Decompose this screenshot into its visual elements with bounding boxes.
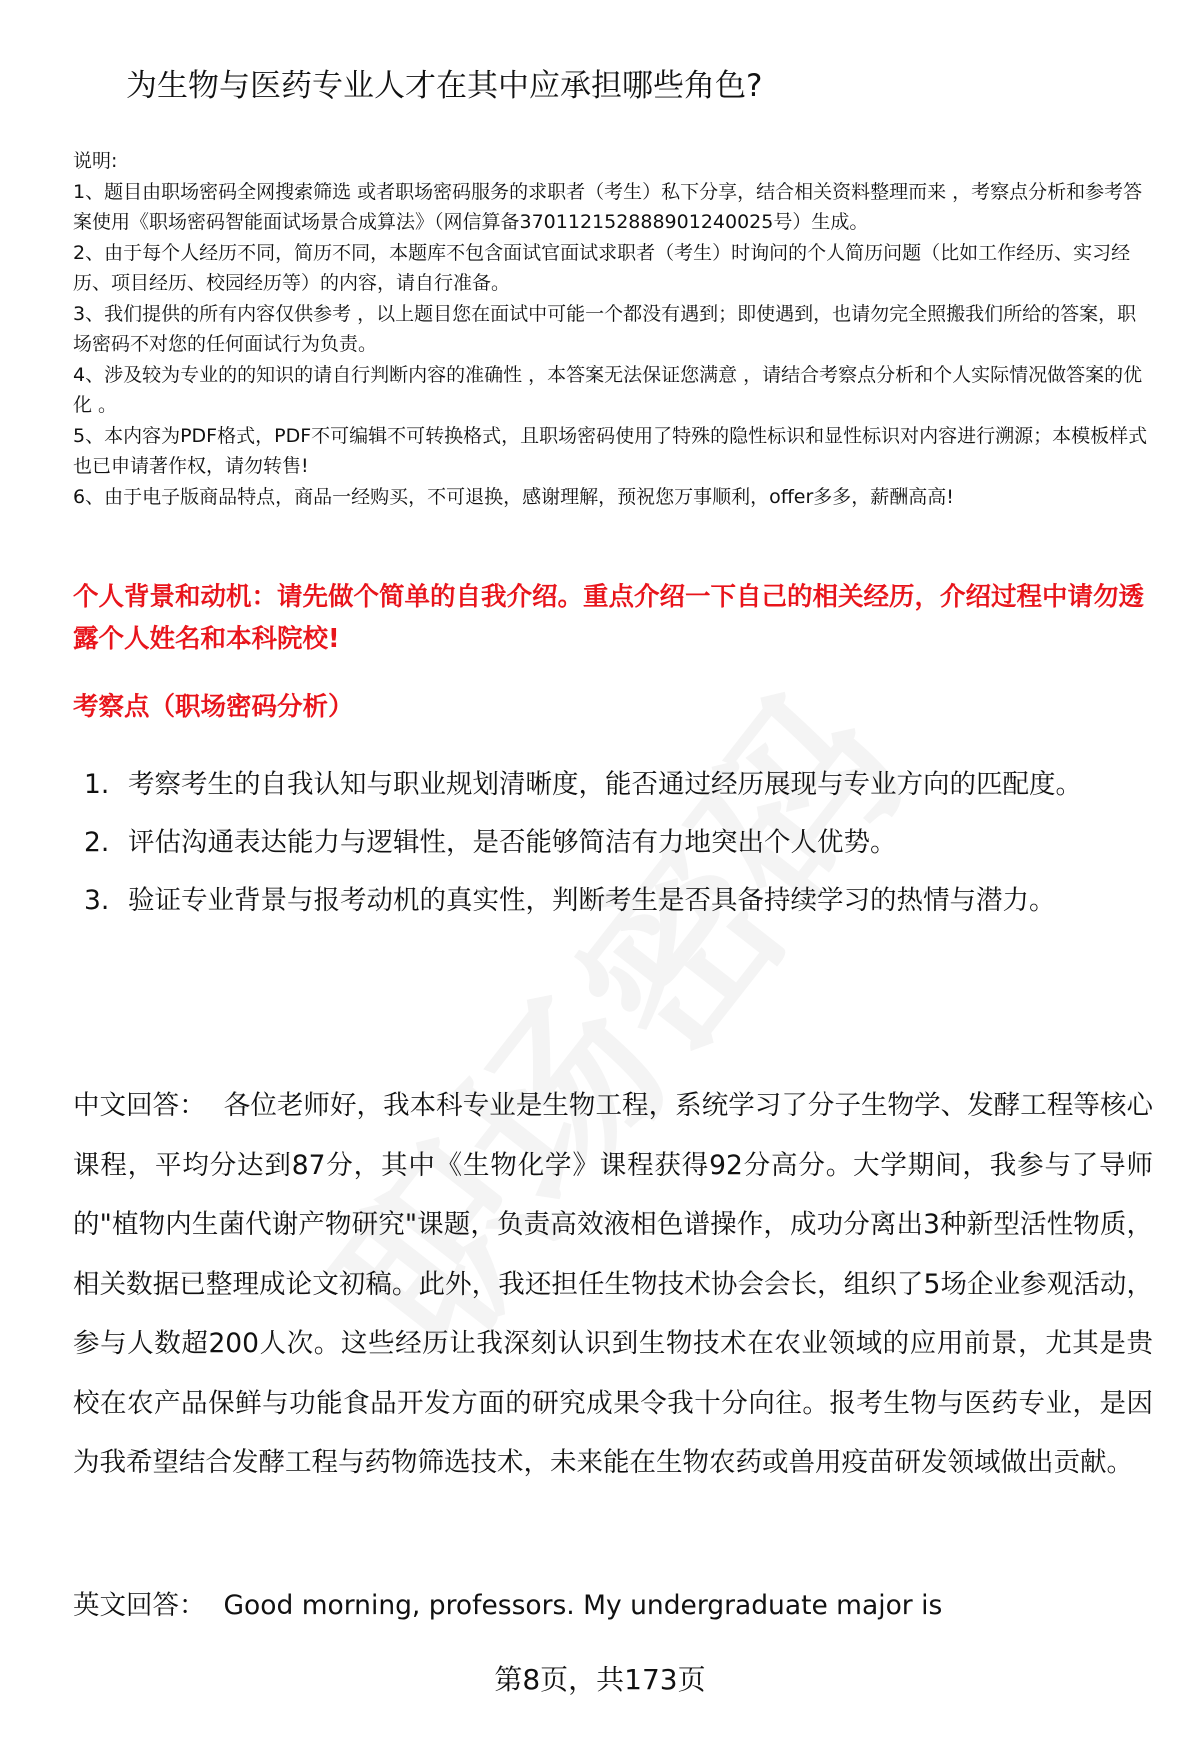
note-item: 2、由于每个人经历不同，简历不同，本题库不包含面试官面试求职者（考生）时询问的个人简历问题（比如工作经历、实习经历、项目经历、校园经历等）的内容，请自行准备。 xyxy=(73,241,1131,294)
english-answer xyxy=(73,1576,942,1635)
list-text: 评估沟通表达能力与逻辑性，是否能够简洁有力地突出个人优势。 xyxy=(128,827,897,858)
chinese-answer xyxy=(73,1076,1153,1493)
list-number: 2. xyxy=(84,827,110,858)
note-item: 5、本内容为PDF格式，PDF不可编辑不可转换格式，且职场密码使用了特殊的隐性标识和显性标识对内容进行溯源；本模板样式也已申请著作权，请勿转售! xyxy=(73,424,1148,477)
note-item: 6、由于电子版商品特点，商品一经购买，不可退换，感谢理解，预祝您万事顺利，offer多多，薪酬高高! xyxy=(73,485,954,508)
list-number: 3. xyxy=(84,885,110,916)
english-answer-text: Good morning, professors. My undergraduate major is xyxy=(223,1590,943,1621)
notes-heading: 说明: xyxy=(73,150,118,172)
note-item: 3、我们提供的所有内容仅供参考 ，以上题目您在面试中可能一个都没有遇到；即使遇到，也请勿完全照搬我们所给的答案，职场密码不对您的任何面试行为负责。 xyxy=(73,302,1137,355)
note-item: 4、涉及较为专业的的知识的请自行判断内容的准确性 ，本答案无法保证您满意 ，请结合考察点分析和个人实际情况做答案的优化 。 xyxy=(73,363,1143,416)
list-item xyxy=(84,814,1154,872)
english-answer-label: 英文回答： xyxy=(73,1590,206,1621)
page-number: 第8页，共173页 xyxy=(494,1663,706,1696)
list-text: 验证专业背景与报考动机的真实性，判断考生是否具备持续学习的热情与潜力。 xyxy=(128,885,1056,916)
list-number: 1. xyxy=(84,769,110,800)
chinese-answer-text: 各位老师好，我本科专业是生物工程，系统学习了分子生物学、发酵工程等核心课程，平均分达到87分，其中《生物化学》课程获得92分高分。大学期间，我参与了导师的"植物内生菌代谢产物研究"课题，负责高效液相色谱操作，成功分离出3种新型活性物质，相关数据已整理成论文初稿。此外，我还担任生物技术协会会长，组织了5场企业参观活动，参与人数超200人次。这些经历让我深刻认识到生物技术在农业领域的应用前景，尤其是贵校在农产品保鲜与功能食品开发方面的研究成果令我十分向往。报考生物与医药专业，是因为我希望结合发酵工程与药物筛选技术，未来能在生物农药或兽用疫苗研发领域做出贡献。 xyxy=(73,1090,1154,1478)
note-item: 1、题目由职场密码全网搜索筛选 或者职场密码服务的求职者（考生）私下分享，结合相关资料整理而来 ，考察点分析和参考答案使用《职场密码智能面试场景合成算法》（网信算备370112152888901240025号）生成。 xyxy=(73,180,1143,233)
analysis-heading: 考察点（职场密码分析） xyxy=(73,692,354,722)
notes-section xyxy=(73,146,1153,512)
chinese-answer-label: 中文回答： xyxy=(73,1090,206,1121)
analysis-list xyxy=(84,756,1154,930)
page-title: 为生物与医药专业人才在其中应承担哪些角色? xyxy=(126,68,763,104)
list-item xyxy=(84,872,1154,930)
question-heading: 个人背景和动机：请先做个简单的自我介绍。重点介绍一下自己的相关经历，介绍过程中请勿透露个人姓名和本科院校! xyxy=(73,582,1145,654)
list-item xyxy=(84,756,1154,814)
list-text: 考察考生的自我认知与职业规划清晰度，能否通过经历展现与专业方向的匹配度。 xyxy=(128,769,1082,800)
